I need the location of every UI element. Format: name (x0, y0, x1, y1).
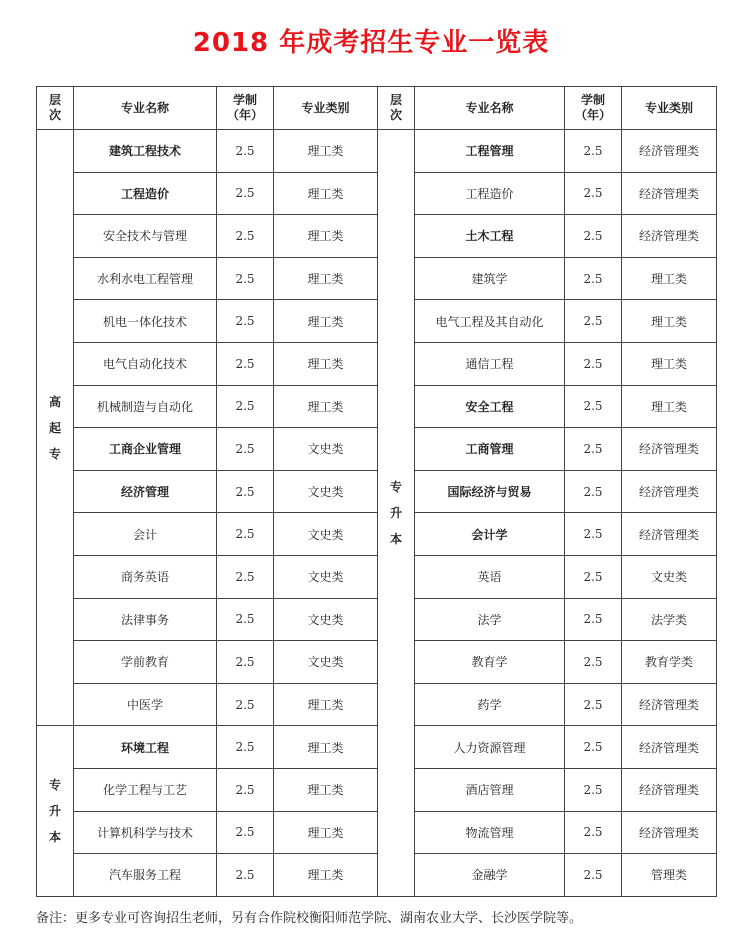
major-name: 药学 (415, 683, 565, 726)
category-value: 理工类 (274, 811, 378, 854)
table-header-row (37, 87, 717, 130)
major-name: 教育学 (415, 641, 565, 684)
header-duration-left: 学制 （年） (217, 87, 274, 130)
major-name: 英语 (415, 555, 565, 598)
header-name-left: 专业名称 (74, 87, 217, 130)
category-value: 经济管理类 (622, 428, 717, 471)
major-name: 经济管理 (74, 470, 217, 513)
major-name: 电气自动化技术 (74, 342, 217, 385)
header-level-right: 层 次 (378, 87, 415, 130)
duration-value: 2.5 (565, 641, 622, 684)
category-value: 理工类 (622, 385, 717, 428)
duration-value: 2.5 (565, 555, 622, 598)
category-value: 理工类 (274, 683, 378, 726)
footnote: 备注：更多专业可咨询招生老师，另有合作院校衡阳师范学院、湖南农业大学、长沙医学院等。 (36, 911, 583, 926)
major-name: 人力资源管理 (415, 726, 565, 769)
duration-value: 2.5 (565, 130, 622, 173)
table-row (37, 641, 717, 684)
duration-value: 2.5 (217, 130, 274, 173)
major-name: 商务英语 (74, 555, 217, 598)
duration-value: 2.5 (217, 598, 274, 641)
category-value: 文史类 (622, 555, 717, 598)
duration-value: 2.5 (217, 300, 274, 343)
duration-value: 2.5 (565, 385, 622, 428)
major-name: 工商企业管理 (74, 428, 217, 471)
header-category-left: 专业类别 (274, 87, 378, 130)
major-name: 化学工程与工艺 (74, 768, 217, 811)
table-row (37, 726, 717, 769)
category-value: 经济管理类 (622, 470, 717, 513)
category-value: 理工类 (274, 130, 378, 173)
duration-value: 2.5 (565, 342, 622, 385)
category-value: 理工类 (274, 172, 378, 215)
table-row (37, 598, 717, 641)
category-value: 经济管理类 (622, 215, 717, 258)
category-value: 文史类 (274, 470, 378, 513)
table-row (37, 513, 717, 556)
duration-value: 2.5 (217, 854, 274, 897)
category-value: 文史类 (274, 555, 378, 598)
major-name: 机电一体化技术 (74, 300, 217, 343)
level-label: 专 升 本 (37, 726, 74, 896)
major-name: 工商管理 (415, 428, 565, 471)
category-value: 理工类 (274, 385, 378, 428)
major-name: 金融学 (415, 854, 565, 897)
major-name: 法学 (415, 598, 565, 641)
category-value: 理工类 (274, 342, 378, 385)
category-value: 理工类 (274, 768, 378, 811)
major-name: 工程造价 (415, 172, 565, 215)
duration-value: 2.5 (565, 854, 622, 897)
major-name: 水利水电工程管理 (74, 257, 217, 300)
table-row (37, 854, 717, 897)
duration-value: 2.5 (565, 513, 622, 556)
major-name: 汽车服务工程 (74, 854, 217, 897)
major-name: 工程造价 (74, 172, 217, 215)
major-name: 中医学 (74, 683, 217, 726)
category-value: 文史类 (274, 641, 378, 684)
major-name: 法律事务 (74, 598, 217, 641)
duration-value: 2.5 (217, 215, 274, 258)
duration-value: 2.5 (217, 342, 274, 385)
header-name-right: 专业名称 (415, 87, 565, 130)
category-value: 管理类 (622, 854, 717, 897)
category-value: 理工类 (274, 854, 378, 897)
category-value: 理工类 (622, 257, 717, 300)
duration-value: 2.5 (217, 768, 274, 811)
major-name: 国际经济与贸易 (415, 470, 565, 513)
category-value: 法学类 (622, 598, 717, 641)
table-row (37, 555, 717, 598)
category-value: 经济管理类 (622, 130, 717, 173)
duration-value: 2.5 (217, 683, 274, 726)
category-value: 文史类 (274, 428, 378, 471)
duration-value: 2.5 (565, 726, 622, 769)
duration-value: 2.5 (217, 172, 274, 215)
major-name: 机械制造与自动化 (74, 385, 217, 428)
category-value: 经济管理类 (622, 726, 717, 769)
table-row (37, 811, 717, 854)
category-value: 理工类 (274, 726, 378, 769)
duration-value: 2.5 (565, 598, 622, 641)
table-row (37, 300, 717, 343)
category-value: 文史类 (274, 513, 378, 556)
duration-value: 2.5 (565, 428, 622, 471)
duration-value: 2.5 (217, 555, 274, 598)
duration-value: 2.5 (217, 470, 274, 513)
duration-value: 2.5 (217, 428, 274, 471)
major-name: 计算机科学与技术 (74, 811, 217, 854)
category-value: 理工类 (274, 215, 378, 258)
major-name: 安全工程 (415, 385, 565, 428)
duration-value: 2.5 (217, 385, 274, 428)
duration-value: 2.5 (565, 811, 622, 854)
category-value: 经济管理类 (622, 172, 717, 215)
major-name: 通信工程 (415, 342, 565, 385)
major-name: 建筑学 (415, 257, 565, 300)
category-value: 教育学类 (622, 641, 717, 684)
table-row (37, 385, 717, 428)
table-row (37, 130, 717, 173)
major-name: 环境工程 (74, 726, 217, 769)
major-name: 土木工程 (415, 215, 565, 258)
category-value: 文史类 (274, 598, 378, 641)
duration-value: 2.5 (217, 811, 274, 854)
major-name: 物流管理 (415, 811, 565, 854)
category-value: 经济管理类 (622, 513, 717, 556)
duration-value: 2.5 (565, 215, 622, 258)
major-name: 工程管理 (415, 130, 565, 173)
table-row (37, 428, 717, 471)
table-row (37, 470, 717, 513)
duration-value: 2.5 (565, 470, 622, 513)
page-title: 2018 年成考招生专业一览表 (192, 28, 550, 58)
major-name: 酒店管理 (415, 768, 565, 811)
header-duration-right: 学制 （年） (565, 87, 622, 130)
category-value: 经济管理类 (622, 811, 717, 854)
duration-value: 2.5 (565, 172, 622, 215)
major-name: 学前教育 (74, 641, 217, 684)
majors-table (36, 86, 717, 897)
category-value: 经济管理类 (622, 683, 717, 726)
category-value: 理工类 (274, 257, 378, 300)
header-category-right: 专业类别 (622, 87, 717, 130)
table-row (37, 342, 717, 385)
category-value: 理工类 (622, 300, 717, 343)
table-row (37, 683, 717, 726)
major-name: 安全技术与管理 (74, 215, 217, 258)
table-row (37, 172, 717, 215)
table-row (37, 768, 717, 811)
duration-value: 2.5 (565, 683, 622, 726)
duration-value: 2.5 (217, 641, 274, 684)
level-label: 高 起 专 (37, 130, 74, 726)
duration-value: 2.5 (565, 257, 622, 300)
table-row (37, 257, 717, 300)
table-body (37, 130, 717, 897)
major-name: 会计学 (415, 513, 565, 556)
major-name: 建筑工程技术 (74, 130, 217, 173)
category-value: 理工类 (622, 342, 717, 385)
duration-value: 2.5 (217, 513, 274, 556)
category-value: 理工类 (274, 300, 378, 343)
major-name: 会计 (74, 513, 217, 556)
duration-value: 2.5 (217, 257, 274, 300)
duration-value: 2.5 (565, 768, 622, 811)
duration-value: 2.5 (565, 300, 622, 343)
major-name: 电气工程及其自动化 (415, 300, 565, 343)
duration-value: 2.5 (217, 726, 274, 769)
level-label: 专 升 本 (378, 130, 415, 897)
category-value: 经济管理类 (622, 768, 717, 811)
header-level-left: 层 次 (37, 87, 74, 130)
table-row (37, 215, 717, 258)
